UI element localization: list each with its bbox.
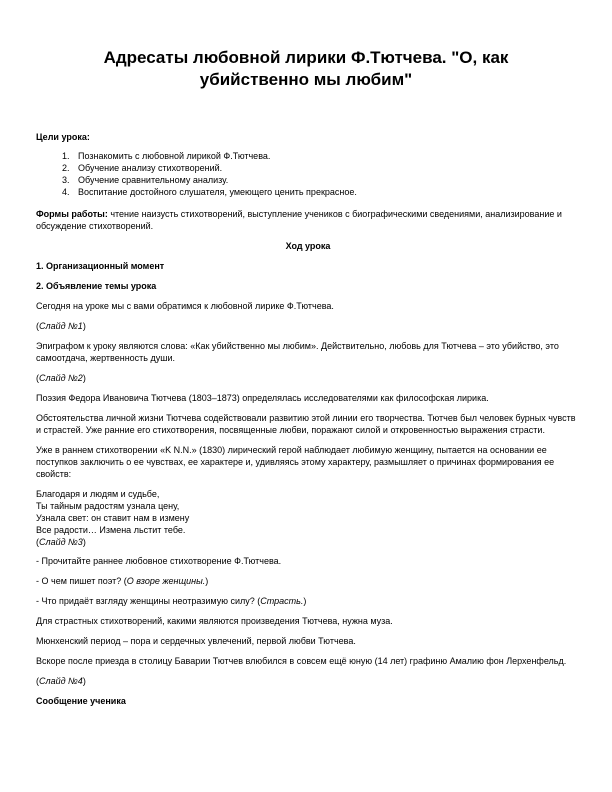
poem-line: Ты тайным радостям узнала цену, (36, 501, 180, 511)
slide-ref-3: (Слайд №3) (36, 537, 86, 547)
slide-label: Слайд №2 (39, 373, 83, 383)
slide-label: Слайд №3 (39, 537, 83, 547)
student-message-heading: Сообщение ученика (36, 696, 126, 706)
early-poem-paragraph: Уже в раннем стихотворении «K N.N.» (1830) лирический герой наблюдает любимую женщину, пытается на основании ее поступков заключить о ее чувствах, ее характере и, удивляясь этому характеру, размышляет о причинах формирования ее свойств: (36, 445, 555, 479)
work-forms-paragraph (36, 208, 580, 232)
slide-ref-2: (Слайд №2) (36, 373, 86, 383)
question-2 (36, 575, 580, 587)
question-answer: О взоре женщины. (126, 576, 206, 586)
poem-line: Благодаря и людям и судьбе, (36, 489, 160, 499)
question-end: ) (303, 596, 307, 606)
poem-quote (36, 488, 580, 548)
slide-label: Слайд №4 (39, 676, 83, 686)
section-organizational: 1. Организационный момент (36, 261, 165, 271)
circumstances-paragraph: Обстоятельства личной жизни Тютчева содействовали развитию этой линии его творчества. Тютчев был человек бурных чувств и страстей. Уже ранние его стихотворения, посвященные любви, поражают силой и откровенностью выражения страсти. (36, 413, 576, 435)
munich-paragraph: Мюнхенский период – пора и сердечных увлечений, первой любви Тютчева. (36, 636, 356, 646)
poem-line: Узнала свет: он ставит нам в измену (36, 513, 190, 523)
section-topic: 2. Объявление темы урока (36, 281, 157, 291)
epigraph-paragraph: Эпиграфом к уроку являются слова: «Как убийственно мы любим». Действительно, любовь для Тютчева – это убийство, это самоотдача, жертвенность души. (36, 341, 559, 363)
question-1: - Прочитайте раннее любовное стихотворение Ф.Тютчева. (36, 556, 282, 566)
intro-paragraph: Сегодня на уроке мы с вами обратимся к любовной лирике Ф.Тютчева. (36, 301, 334, 311)
goal-item: 3. Обучение сравнительному анализу. (72, 174, 580, 186)
goals-heading: Цели урока: (36, 132, 90, 142)
slide-ref-1: (Слайд №1) (36, 321, 86, 331)
lesson-heading: Ход урока (285, 241, 331, 251)
goal-item: 2. Обучение анализу стихотворений. (72, 162, 580, 174)
question-text: - О чем пишет поэт? ( (36, 576, 127, 586)
work-forms-label: Формы работы: (36, 209, 108, 219)
slide-ref-4: (Слайд №4) (36, 676, 86, 686)
poetry-paragraph: Поэзия Федора Ивановича Тютчева (1803–1873) определялась исследователями как философская лирика. (36, 393, 489, 403)
question-3 (36, 595, 580, 607)
goal-item: 4. Воспитание достойного слушателя, умеющего ценить прекрасное. (72, 186, 580, 198)
document-body (36, 131, 580, 707)
goals-list (36, 150, 580, 198)
work-forms-text: чтение наизусть стихотворений, выступление учеников с биографическими сведениями, анализирование и обсуждение стихотворений. (36, 209, 562, 231)
poem-line: Все радости… Измена льстит тебе. (36, 525, 186, 535)
muse-paragraph: Для страстных стихотворений, какими являются произведения Тютчева, нужна муза. (36, 616, 393, 626)
goal-item: 1. Познакомить с любовной лирикой Ф.Тютчева. (72, 150, 580, 162)
document-title: Адресаты любовной лирики Ф.Тютчева. "О, как убийственно мы любим" (103, 48, 509, 89)
bavaria-paragraph: Вскоре после приезда в столицу Баварии Тютчев влюбился в совсем ещё юную (14 лет) графиню Амалию фон Лерхенфельд. (36, 656, 567, 666)
slide-label: Слайд №1 (39, 321, 83, 331)
question-end: ) (205, 576, 209, 586)
question-answer: Страсть. (260, 596, 304, 606)
question-text: - Что придаёт взгляду женщины неотразимую силу? ( (36, 596, 261, 606)
